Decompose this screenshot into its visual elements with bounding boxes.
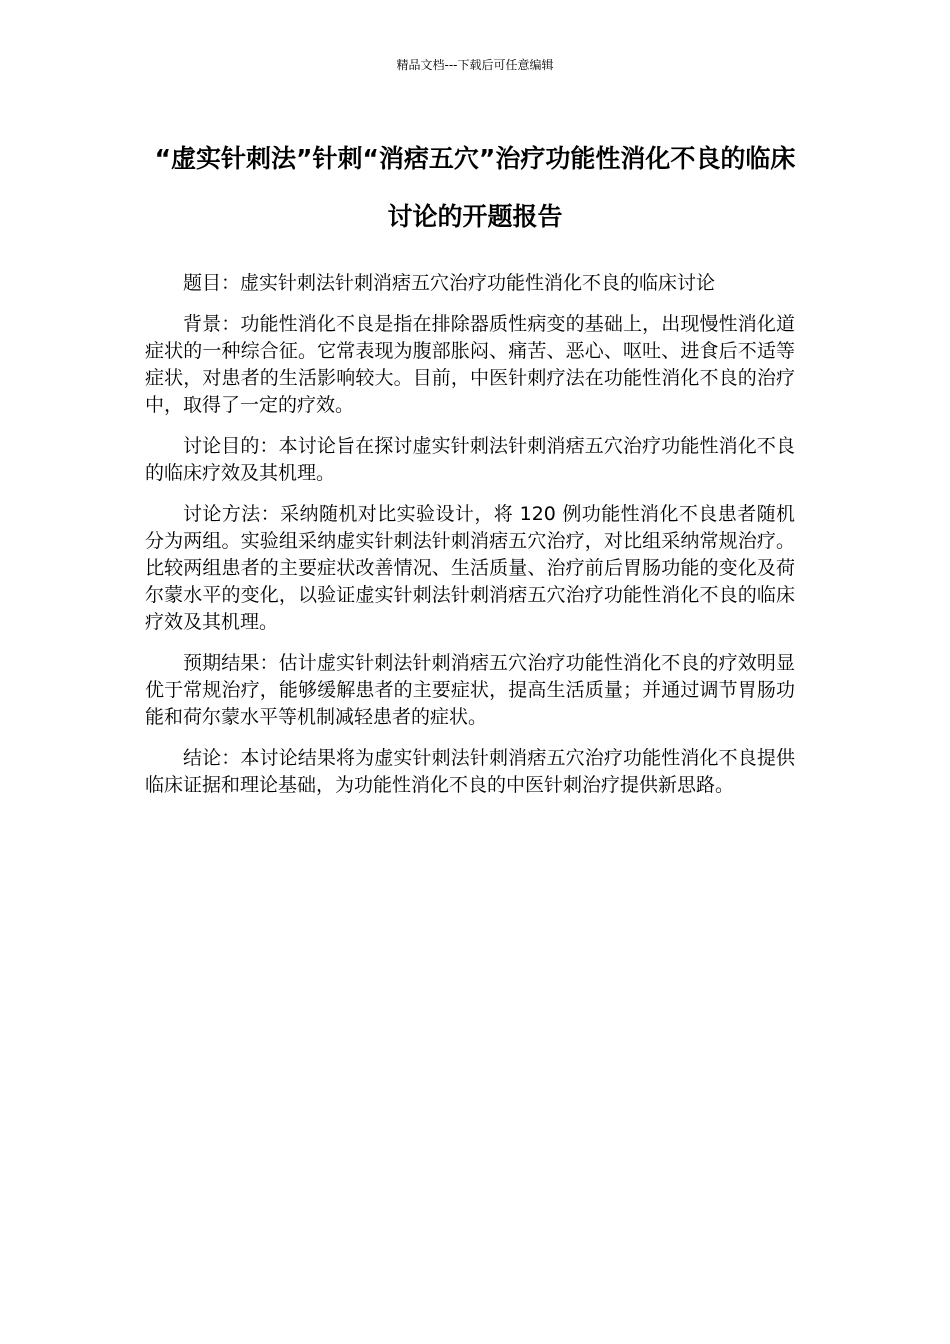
conclusion-paragraph: 结论：本讨论结果将为虚实针刺法针刺消痞五穴治疗功能性消化不良提供临床证据和理论基础，为功能性消化不良的中医针刺治疗提供新思路。 (145, 747, 795, 796)
topic-paragraph: 题目：虚实针刺法针刺消痞五穴治疗功能性消化不良的临床讨论 (183, 272, 716, 294)
expected-results-paragraph: 预期结果：估计虚实针刺法针刺消痞五穴治疗功能性消化不良的疗效明显优于常规治疗，能够缓解患者的主要症状，提高生活质量；并通过调节胃肠功能和荷尔蒙水平等机制减轻患者的症状。 (145, 652, 795, 728)
purpose-paragraph: 讨论目的：本讨论旨在探讨虚实针刺法针刺消痞五穴治疗功能性消化不良的临床疗效及其机理。 (145, 435, 795, 484)
method-paragraph: 讨论方法：采纳随机对比实验设计，将 120 例功能性消化不良患者随机分为两组。实验组采纳虚实针刺法针刺消痞五穴治疗，对比组采纳常规治疗。比较两组患者的主要症状改善情况、生活质量、治疗前后胃肠功能的变化及荷尔蒙水平的变化，以验证虚实针刺法针刺消痞五穴治疗功能性消化不良的临床疗效及其机理。 (145, 503, 795, 633)
document-body (145, 270, 795, 813)
document-title: “虚实针刺法”针刺“消痞五穴”治疗功能性消化不良的临床讨论的开题报告 (154, 144, 796, 231)
page-header: 精品文档---下载后可任意编辑 (396, 58, 554, 72)
background-paragraph: 背景：功能性消化不良是指在排除器质性病变的基础上，出现慢性消化道症状的一种综合征。它常表现为腹部胀闷、痛苦、恶心、呕吐、进食后不适等症状，对患者的生活影响较大。目前，中医针刺疗法在功能性消化不良的治疗中，取得了一定的疗效。 (145, 313, 795, 416)
